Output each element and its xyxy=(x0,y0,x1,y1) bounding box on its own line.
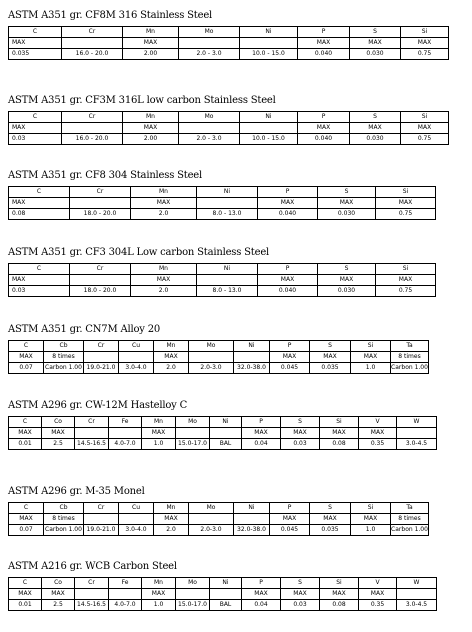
table-cell: Carbon 1.00 xyxy=(391,363,429,374)
table-cell: 0.07 xyxy=(9,363,44,374)
table-cell: 4.0-7.0 xyxy=(109,600,142,611)
header-cell: Ni xyxy=(240,112,298,123)
table-cell: 1.0 xyxy=(142,600,176,611)
header-cell: Cr xyxy=(70,187,131,198)
header-cell: Si xyxy=(401,27,449,38)
table-cell: MAX xyxy=(131,275,197,286)
table-cell: 0.045 xyxy=(270,525,310,536)
section-title: ASTM A351 gr. CF3M 316L low carbon Stainless Steel xyxy=(8,95,276,106)
table-cell: 2.0 xyxy=(154,525,189,536)
header-cell: P xyxy=(242,578,281,589)
table-row xyxy=(9,275,436,286)
header-cell: C xyxy=(9,187,70,198)
table-cell: 0.035 xyxy=(310,525,351,536)
table-cell: MAX xyxy=(9,198,70,209)
header-cell: Co xyxy=(42,578,75,589)
section-title: ASTM A296 gr. M-35 Monel xyxy=(8,486,145,497)
table-row xyxy=(9,589,437,600)
table-header-row xyxy=(9,578,437,589)
header-cell: W xyxy=(397,578,437,589)
section-title: ASTM A216 gr. WCB Carbon Steel xyxy=(8,561,177,572)
header-cell: Ni xyxy=(210,417,242,428)
table-cell: 10.0 - 15.0 xyxy=(240,49,298,60)
table-cell: 2.5 xyxy=(42,600,75,611)
table-cell: MAX xyxy=(318,198,376,209)
table-cell xyxy=(75,428,109,439)
table-cell: 0.040 xyxy=(258,286,318,297)
table-cell: 0.03 xyxy=(281,439,320,450)
table-row xyxy=(9,352,429,363)
header-cell: Cr xyxy=(75,578,109,589)
table-cell xyxy=(240,38,298,49)
table-cell xyxy=(176,589,210,600)
header-cell: P xyxy=(270,503,310,514)
header-cell: Si xyxy=(376,264,436,275)
header-cell: Mn xyxy=(154,341,189,352)
table-cell xyxy=(397,428,437,439)
table-cell: MAX xyxy=(9,275,70,286)
table-cell: 0.35 xyxy=(359,600,397,611)
table-cell xyxy=(197,275,258,286)
composition-table xyxy=(8,340,429,374)
table-cell xyxy=(179,38,240,49)
table-cell: 0.75 xyxy=(376,209,436,220)
table-cell xyxy=(75,589,109,600)
table-cell: 16.0 - 20.0 xyxy=(62,49,123,60)
table-cell: MAX xyxy=(320,428,359,439)
header-cell: P xyxy=(298,112,350,123)
table-cell: MAX xyxy=(258,198,318,209)
table-row xyxy=(9,514,429,525)
table-cell: 2.5 xyxy=(42,439,75,450)
table-cell: MAX xyxy=(9,352,44,363)
table-cell: MAX xyxy=(281,589,320,600)
table-cell: MAX xyxy=(258,275,318,286)
table-cell: 2.0 xyxy=(131,209,197,220)
table-cell: 8 times xyxy=(391,352,429,363)
table-cell: 2.0 - 3.0 xyxy=(179,134,240,145)
header-cell: Ni xyxy=(197,187,258,198)
table-cell: 0.035 xyxy=(310,363,351,374)
table-cell: 0.030 xyxy=(350,49,401,60)
table-cell: 14.5-16.5 xyxy=(75,439,109,450)
table-cell: Carbon 1.00 xyxy=(44,525,84,536)
table-cell: 0.040 xyxy=(258,209,318,220)
table-cell: 1.0 xyxy=(351,525,391,536)
table-cell: 0.08 xyxy=(320,600,359,611)
table-cell xyxy=(234,352,270,363)
table-cell: MAX xyxy=(351,352,391,363)
table-cell xyxy=(84,514,119,525)
table-header-row xyxy=(9,417,437,428)
composition-table xyxy=(8,263,436,297)
header-cell: Ta xyxy=(391,503,429,514)
table-cell: 0.04 xyxy=(242,439,281,450)
table-cell xyxy=(109,428,142,439)
header-cell: V xyxy=(359,578,397,589)
table-cell: 19.0-21.0 xyxy=(84,525,119,536)
header-cell: C xyxy=(9,578,42,589)
table-row xyxy=(9,209,436,220)
table-cell: 0.03 xyxy=(9,134,62,145)
table-cell: MAX xyxy=(376,198,436,209)
table-cell: MAX xyxy=(359,428,397,439)
table-cell xyxy=(210,428,242,439)
header-cell: S xyxy=(281,417,320,428)
composition-section xyxy=(8,247,436,297)
header-cell: S xyxy=(318,264,376,275)
table-cell xyxy=(197,198,258,209)
section-title: ASTM A351 gr. CF8 304 Stainless Steel xyxy=(8,170,203,181)
table-row xyxy=(9,134,449,145)
table-row xyxy=(9,286,436,297)
table-row xyxy=(9,525,429,536)
table-cell: MAX xyxy=(9,428,42,439)
composition-section xyxy=(8,400,437,450)
table-cell: MAX xyxy=(142,428,176,439)
table-row xyxy=(9,428,437,439)
header-cell: Mo xyxy=(189,503,234,514)
header-cell: P xyxy=(298,27,350,38)
header-cell: Ni xyxy=(240,27,298,38)
table-cell: 10.0 - 15.0 xyxy=(240,134,298,145)
table-cell xyxy=(62,123,123,134)
table-row xyxy=(9,123,449,134)
table-cell: MAX xyxy=(142,589,176,600)
header-cell: Mn xyxy=(123,27,179,38)
header-cell: Mn xyxy=(123,112,179,123)
table-cell xyxy=(70,275,131,286)
table-row xyxy=(9,600,437,611)
table-row xyxy=(9,198,436,209)
header-cell: Cr xyxy=(75,417,109,428)
table-cell: MAX xyxy=(298,123,350,134)
table-cell: 15.0-17.0 xyxy=(176,439,210,450)
composition-section xyxy=(8,170,436,220)
header-cell: Cb xyxy=(44,341,84,352)
header-cell: Mo xyxy=(179,27,240,38)
table-cell: 2.00 xyxy=(123,134,179,145)
header-cell: P xyxy=(258,264,318,275)
table-cell: 18.0 - 20.0 xyxy=(70,209,131,220)
table-row xyxy=(9,439,437,450)
header-cell: C xyxy=(9,341,44,352)
table-cell xyxy=(210,589,242,600)
table-cell: 0.040 xyxy=(298,49,350,60)
table-cell: BAL xyxy=(210,439,242,450)
table-cell xyxy=(240,123,298,134)
table-cell: MAX xyxy=(281,428,320,439)
table-cell: MAX xyxy=(350,123,401,134)
header-cell: Cr xyxy=(62,27,123,38)
table-cell: MAX xyxy=(310,352,351,363)
table-cell: 8 times xyxy=(44,514,84,525)
table-cell: 0.01 xyxy=(9,600,42,611)
table-cell: 4.0-7.0 xyxy=(109,439,142,450)
table-header-row xyxy=(9,112,449,123)
table-cell: 0.35 xyxy=(359,439,397,450)
table-cell: 3.0-4.0 xyxy=(119,525,154,536)
table-header-row xyxy=(9,503,429,514)
header-cell: Mn xyxy=(154,503,189,514)
table-cell: MAX xyxy=(9,38,62,49)
table-cell: 0.035 xyxy=(9,49,62,60)
table-cell: MAX xyxy=(320,589,359,600)
table-cell: MAX xyxy=(350,38,401,49)
table-cell: Carbon 1.00 xyxy=(44,363,84,374)
header-cell: Si xyxy=(351,341,391,352)
table-cell: MAX xyxy=(298,38,350,49)
table-cell: MAX xyxy=(123,38,179,49)
table-cell: 14.5-16.5 xyxy=(75,600,109,611)
table-cell: 3.0-4.5 xyxy=(397,600,437,611)
table-cell xyxy=(176,428,210,439)
table-cell: MAX xyxy=(42,428,75,439)
composition-section xyxy=(8,561,437,611)
composition-table xyxy=(8,111,449,145)
table-cell: MAX xyxy=(242,428,281,439)
header-cell: Si xyxy=(320,578,359,589)
header-cell: Mn xyxy=(142,417,176,428)
table-cell xyxy=(179,123,240,134)
table-cell: 0.030 xyxy=(350,134,401,145)
header-cell: Si xyxy=(320,417,359,428)
section-title: ASTM A351 gr. CN7M Alloy 20 xyxy=(8,324,161,335)
table-cell: MAX xyxy=(359,589,397,600)
header-cell: Mn xyxy=(131,264,197,275)
table-cell: 0.030 xyxy=(318,209,376,220)
header-cell: P xyxy=(270,341,310,352)
table-cell: MAX xyxy=(310,514,351,525)
header-cell: S xyxy=(281,578,320,589)
composition-table xyxy=(8,186,436,220)
table-cell: 32.0-38.0 xyxy=(234,525,270,536)
table-cell: MAX xyxy=(318,275,376,286)
table-cell: 0.04 xyxy=(242,600,281,611)
header-cell: Mn xyxy=(131,187,197,198)
table-cell: 0.03 xyxy=(281,600,320,611)
table-header-row xyxy=(9,187,436,198)
table-cell: MAX xyxy=(123,123,179,134)
table-cell: 19.0-21.0 xyxy=(84,363,119,374)
table-cell: 3.0-4.0 xyxy=(119,363,154,374)
header-cell: V xyxy=(359,417,397,428)
table-cell: MAX xyxy=(270,352,310,363)
table-cell: 8 times xyxy=(44,352,84,363)
composition-section xyxy=(8,324,429,374)
table-cell: 0.75 xyxy=(401,134,449,145)
header-cell: Cu xyxy=(119,341,154,352)
header-cell: S xyxy=(350,112,401,123)
header-cell: Si xyxy=(351,503,391,514)
table-cell xyxy=(62,38,123,49)
header-cell: S xyxy=(350,27,401,38)
table-cell: 0.03 xyxy=(9,286,70,297)
header-cell: C xyxy=(9,503,44,514)
header-cell: Mo xyxy=(176,417,210,428)
table-cell: 1.0 xyxy=(351,363,391,374)
table-cell: 32.0-38.0 xyxy=(234,363,270,374)
table-header-row xyxy=(9,27,449,38)
header-cell: C xyxy=(9,417,42,428)
header-cell: Ni xyxy=(234,503,270,514)
table-row xyxy=(9,49,449,60)
section-title: ASTM A351 gr. CF8M 316 Stainless Steel xyxy=(8,10,213,21)
header-cell: Cb xyxy=(44,503,84,514)
table-cell xyxy=(70,198,131,209)
table-cell: 1.0 xyxy=(142,439,176,450)
table-cell: 16.0 - 20.0 xyxy=(62,134,123,145)
table-cell: 8.0 - 13.0 xyxy=(197,286,258,297)
header-cell: Mo xyxy=(176,578,210,589)
table-cell: 2.0-3.0 xyxy=(189,525,234,536)
table-cell: MAX xyxy=(242,589,281,600)
table-cell: MAX xyxy=(9,589,42,600)
header-cell: Ni xyxy=(234,341,270,352)
header-cell: S xyxy=(310,503,351,514)
table-cell: 15.0-17.0 xyxy=(176,600,210,611)
table-cell: MAX xyxy=(131,198,197,209)
table-cell xyxy=(84,352,119,363)
header-cell: C xyxy=(9,112,62,123)
table-cell: 18.0 - 20.0 xyxy=(70,286,131,297)
table-cell xyxy=(189,514,234,525)
table-cell xyxy=(119,514,154,525)
header-cell: Mo xyxy=(189,341,234,352)
table-cell xyxy=(234,514,270,525)
table-cell: MAX xyxy=(154,352,189,363)
table-header-row xyxy=(9,264,436,275)
header-cell: Cr xyxy=(70,264,131,275)
composition-table xyxy=(8,577,437,611)
header-cell: P xyxy=(258,187,318,198)
composition-section xyxy=(8,95,449,145)
table-cell: MAX xyxy=(9,123,62,134)
header-cell: Si xyxy=(401,112,449,123)
header-cell: S xyxy=(318,187,376,198)
header-cell: Fe xyxy=(109,578,142,589)
table-row xyxy=(9,38,449,49)
header-cell: Ni xyxy=(210,578,242,589)
header-cell: Mo xyxy=(179,112,240,123)
header-cell: P xyxy=(242,417,281,428)
table-cell xyxy=(397,589,437,600)
table-cell: 2.0 - 3.0 xyxy=(179,49,240,60)
table-cell: MAX xyxy=(376,275,436,286)
table-header-row xyxy=(9,341,429,352)
table-cell: MAX xyxy=(42,589,75,600)
header-cell: Si xyxy=(376,187,436,198)
table-cell: 2.0 xyxy=(154,363,189,374)
table-cell: BAL xyxy=(210,600,242,611)
composition-table xyxy=(8,26,449,60)
table-cell: 0.07 xyxy=(9,525,44,536)
table-cell: 0.045 xyxy=(270,363,310,374)
table-cell: 0.08 xyxy=(9,209,70,220)
table-cell: MAX xyxy=(401,38,449,49)
table-cell: MAX xyxy=(351,514,391,525)
header-cell: Cr xyxy=(62,112,123,123)
table-cell xyxy=(189,352,234,363)
table-cell xyxy=(119,352,154,363)
composition-table xyxy=(8,502,429,536)
table-cell: 3.0-4.5 xyxy=(397,439,437,450)
header-cell: C xyxy=(9,27,62,38)
header-cell: Ni xyxy=(197,264,258,275)
header-cell: Cu xyxy=(119,503,154,514)
table-cell: 0.040 xyxy=(298,134,350,145)
table-cell: MAX xyxy=(154,514,189,525)
table-row xyxy=(9,363,429,374)
composition-section xyxy=(8,10,449,60)
table-cell: 0.08 xyxy=(320,439,359,450)
table-cell: 8 times xyxy=(391,514,429,525)
table-cell: 2.0 xyxy=(131,286,197,297)
header-cell: Co xyxy=(42,417,75,428)
header-cell: C xyxy=(9,264,70,275)
table-cell: 0.75 xyxy=(376,286,436,297)
table-cell: Carbon 1.00 xyxy=(391,525,429,536)
composition-section xyxy=(8,486,429,536)
header-cell: S xyxy=(310,341,351,352)
table-cell: 2.0-3.0 xyxy=(189,363,234,374)
section-title: ASTM A351 gr. CF3 304L Low carbon Stainless Steel xyxy=(8,247,270,258)
table-cell: MAX xyxy=(270,514,310,525)
header-cell: Mn xyxy=(142,578,176,589)
table-cell: 8.0 - 13.0 xyxy=(197,209,258,220)
header-cell: Cr xyxy=(84,341,119,352)
composition-table xyxy=(8,416,437,450)
table-cell: 0.01 xyxy=(9,439,42,450)
table-cell: 0.030 xyxy=(318,286,376,297)
table-cell: MAX xyxy=(9,514,44,525)
header-cell: Cr xyxy=(84,503,119,514)
table-cell: 0.75 xyxy=(401,49,449,60)
header-cell: W xyxy=(397,417,437,428)
header-cell: Ta xyxy=(391,341,429,352)
header-cell: Fe xyxy=(109,417,142,428)
table-cell xyxy=(109,589,142,600)
table-cell: 2.00 xyxy=(123,49,179,60)
table-cell: MAX xyxy=(401,123,449,134)
section-title: ASTM A296 gr. CW-12M Hastelloy C xyxy=(8,400,188,411)
